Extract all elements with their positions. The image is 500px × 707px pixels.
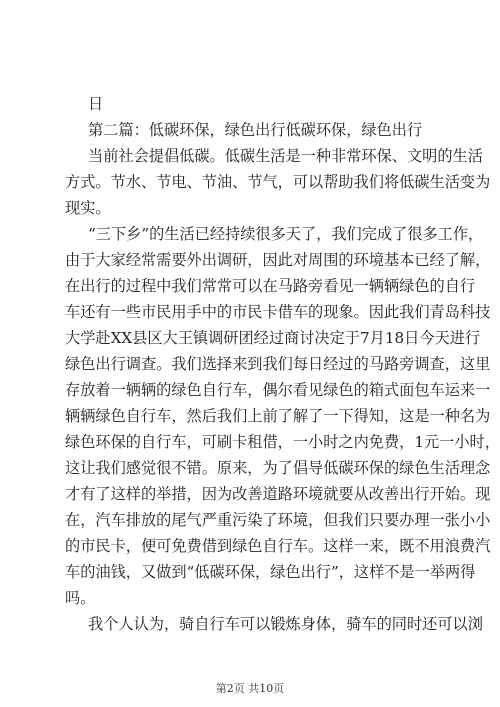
- text-line: 方式。节水、节电、节油、节气，可以帮助我们将低碳生活变为: [65, 173, 491, 191]
- text-line: 日: [88, 95, 104, 113]
- section-heading: 第二篇：低碳环保，绿色出行低碳环保，绿色出行: [88, 121, 423, 139]
- text-line: 大学赴XX县区大王镇调研团经过商讨决定于7月18日今天进行: [65, 329, 481, 347]
- text-line: 绿色环保的自行车，可刷卡租借，一小时之内免费，1元一小时，: [65, 433, 500, 451]
- text-line: 这让我们感觉很不错。原来，为了倡导低碳环保的绿色生活理念: [65, 459, 491, 477]
- text-line: 车的油钱，又做到“低碳环保，绿色出行”，这样不是一举两得: [65, 563, 476, 581]
- text-line: 车还有一些市民用手中的市民卡借车的现象。因此我们青岛科技: [65, 303, 491, 321]
- text-line: 在，汽车排放的尾气严重污染了环境，但我们只要办理一张小小: [65, 511, 491, 529]
- page-footer: 第2页 共10页: [215, 682, 285, 695]
- text-line: 吗。: [65, 589, 96, 607]
- text-line: 才有了这样的举措，因为改善道路环境就要从改善出行开始。现: [65, 485, 491, 503]
- text-line: 辆辆绿色自行车，然后我们上前了解了一下得知，这是一种名为: [65, 407, 491, 425]
- text-line: 我个人认为，骑自行车可以锻炼身体，骑车的同时还可以浏: [88, 615, 483, 633]
- text-line: “三下乡”的生活已经持续很多天了，我们完成了很多工作，: [88, 225, 484, 243]
- text-line: 现实。: [65, 199, 111, 217]
- text-line: 存放着一辆辆的绿色自行车，偶尔看见绿色的箱式面包车运来一: [65, 381, 491, 399]
- text-line: 在出行的过程中我们常常可以在马路旁看见一辆辆绿色的自行: [65, 277, 476, 295]
- text-line: 当前社会提倡低碳。低碳生活是一种非常环保、文明的生活: [88, 147, 483, 165]
- text-line: 绿色出行调查。我们选择来到我们每日经过的马路旁调查，这里: [65, 355, 491, 373]
- text-line: 的市民卡，便可免费借到绿色自行车。这样一来，既不用浪费汽: [65, 537, 491, 555]
- text-line: 由于大家经常需要外出调研，因此对周围的环境基本已经了解，: [65, 251, 491, 269]
